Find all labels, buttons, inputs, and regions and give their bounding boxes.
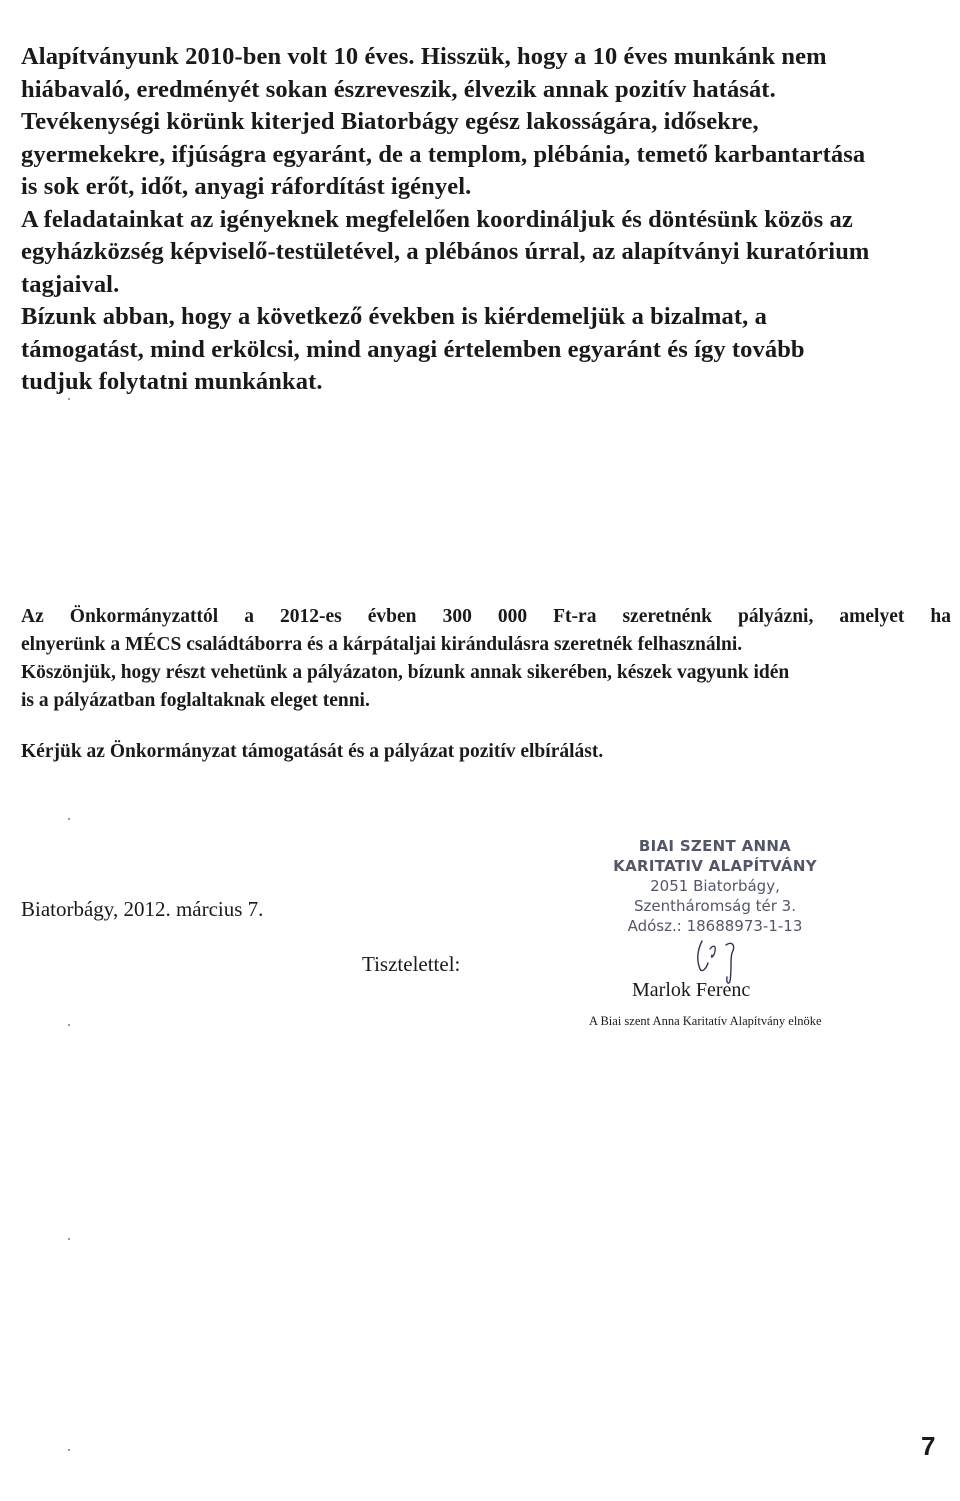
stamp-line: KARITATIV ALAPÍTVÁNY: [613, 857, 817, 875]
scan-speck: [68, 1449, 70, 1451]
application-paragraph: [21, 603, 951, 715]
signature-icon: [680, 935, 760, 985]
stamp-line: BIAI SZENT ANNA: [638, 837, 792, 855]
intro-line: A feladatainkat az igényeknek megfelelően koordináljuk és döntésünk közös az: [21, 205, 853, 233]
place-date: Biatorbágy, 2012. március 7.: [21, 897, 264, 921]
application-line: Köszönjük, hogy részt vehetünk a pályázaton, bízunk annak sikerében, készek vagyunk idén: [21, 662, 790, 683]
scan-speck: [68, 1024, 70, 1026]
intro-line: Tevékenységi körünk kiterjed Biatorbágy egész lakosságára, idősekre,: [21, 108, 759, 135]
page-number: 7: [921, 1431, 936, 1461]
intro-line: támogatást, mind erkölcsi, mind anyagi értelemben egyaránt és így tovább: [21, 335, 805, 363]
organization-stamp: [580, 836, 850, 936]
request-line: [21, 738, 951, 766]
intro-line: Alapítványunk 2010-ben volt 10 éves. Hisszük, hogy a 10 éves munkánk nem: [21, 43, 827, 70]
request-text: Kérjük az Önkormányzat támogatását és a pályázat pozitív elbírálást.: [21, 741, 604, 762]
signer-name: Marlok Ferenc: [632, 979, 751, 1001]
intro-paragraph: [21, 41, 946, 399]
intro-line: tagjaival.: [21, 270, 120, 298]
application-line: elnyerünk a MÉCS családtáborra és a kárpátaljai kirándulásra szeretnék felhasználni.: [21, 634, 743, 655]
intro-line: tudjuk folytatni munkánkat.: [21, 368, 323, 395]
intro-line: hiábavaló, eredményét sokan észreveszik, élvezik annak pozitív hatását.: [21, 75, 776, 103]
intro-line: gyermekekre, ifjúságra egyaránt, de a templom, plébánia, temető karbantartása: [21, 140, 866, 168]
stamp-line: Szentháromság tér 3.: [634, 897, 796, 915]
closing-salutation: Tisztelettel:: [362, 952, 461, 976]
intro-line: egyházközség képviselő-testületével, a plébános úrral, az alapítványi kuratórium: [21, 238, 870, 265]
intro-line: Bízunk abban, hogy a következő években is kiérdemeljük a bizalmat, a: [21, 303, 767, 330]
scan-speck: [68, 1238, 70, 1240]
intro-line: is sok erőt, időt, anyagi ráfordítást igényel.: [21, 173, 472, 200]
application-line: is a pályázatban foglaltaknak eleget tenni.: [21, 690, 370, 711]
signer-title: A Biai szent Anna Karitatív Alapítvány elnöke: [589, 1014, 822, 1028]
scan-speck: [68, 398, 70, 400]
stamp-line: Adósz.: 18688973-1-13: [627, 917, 803, 935]
stamp-line: 2051 Biatorbágy,: [650, 877, 780, 895]
application-line: Az Önkormányzattól a 2012-es évben 300 000 Ft-ra szeretnénk pályázni, amelyet ha: [21, 606, 951, 627]
scan-speck: [68, 818, 70, 820]
